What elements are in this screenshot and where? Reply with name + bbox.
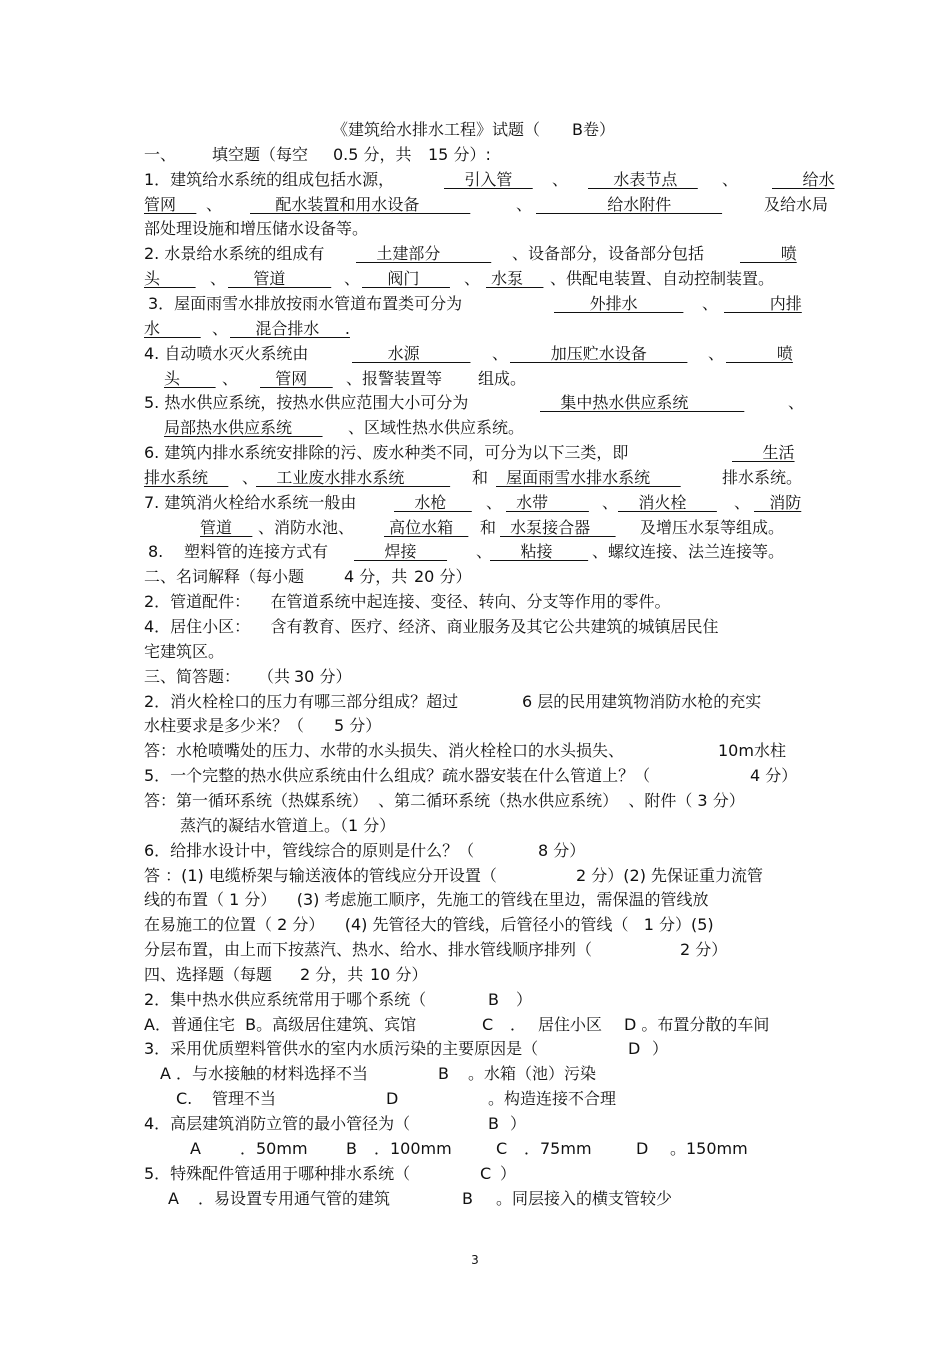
text-segment: A (168, 1189, 179, 1208)
text-segment: 5. 热水供应系统，按热水供应范围大小可分为 (144, 393, 469, 412)
answer-blank: 水 (144, 319, 201, 338)
answer-blank: 喷 (740, 244, 797, 263)
answer-blank: 配水装置和用水设备 (250, 195, 471, 214)
text-segment: 。150mm (670, 1139, 748, 1158)
text-line (0, 1162, 950, 1186)
text-segment: 10 分） (370, 965, 428, 984)
text-segment: 1．建筑给水系统的组成包括水源， (144, 170, 395, 189)
text-segment: B卷） (572, 120, 615, 139)
text-segment: 和 (472, 468, 489, 487)
answer-blank: 加压贮水设备 (510, 344, 688, 363)
text-segment: 及增压水泵等组成。 (640, 518, 785, 537)
text-line (0, 391, 950, 415)
text-segment: 蒸汽的凝结水管道上。（1 分） (180, 816, 396, 835)
text-segment: ） (516, 990, 533, 1009)
text-segment: 2．消火栓栓口的压力有哪三部分组成？超过 (144, 692, 459, 711)
text-segment: 分层布置，由上而下按蒸汽、热水、给水、排水管线顺序排列（ (144, 940, 593, 959)
text-segment: 答：第一循环系统（热媒系统） 、第二循环系统（热水供应系统） 、附件（ 3 分） (144, 791, 745, 810)
text-segment: ．易设置专用通气管的建筑 (198, 1189, 391, 1208)
text-segment: 3．采用优质塑料管供水的室内水质污染的主要原因是（ (144, 1039, 539, 1058)
text-segment: 在易施工的位置（ 2 分） (4) 先管径大的管线，后管径小的管线（ 1 分）(5) (144, 915, 714, 934)
text-segment: 、 (722, 170, 739, 189)
text-segment: C. (176, 1089, 193, 1108)
text-segment: 《建筑给水排水工程》试题（ (332, 120, 541, 139)
text-segment: 7. 建筑消火栓给水系统一般由 (144, 493, 357, 512)
text-segment: 6．给排水设计中，管线综合的原则是什么？（ (144, 841, 475, 860)
text-segment: 排水系统。 (722, 468, 803, 487)
answer-blank: 管道 (200, 518, 253, 537)
text-line (0, 888, 950, 912)
answer-blank: 消防 (754, 493, 802, 512)
text-line (0, 615, 950, 639)
answer-blank: 管道 (228, 269, 332, 288)
text-segment: 15 分）: (428, 145, 491, 164)
text-segment: 、 (516, 195, 533, 214)
text-segment: 2．集中热水供应系统常用于哪个系统（ (144, 990, 427, 1009)
text-segment: 答 ：(1) 电缆桥架与输送液体的管线应分开设置（ (144, 866, 497, 885)
text-line (0, 665, 950, 689)
answer-blank: 屋面雨雪水排水系统 (496, 468, 681, 487)
text-line (0, 864, 950, 888)
text-line (0, 367, 950, 391)
answer-blank: 水泵 (486, 269, 544, 288)
text-segment: 、 (788, 393, 805, 412)
text-segment: B (346, 1139, 357, 1158)
text-segment: （共 (258, 667, 291, 686)
text-segment: 组成。 (478, 369, 527, 388)
answer-blank: 水泵接合器 (500, 518, 616, 537)
text-segment: 2 分） (680, 940, 728, 959)
text-line (0, 988, 950, 1012)
text-line (0, 342, 950, 366)
text-segment: 四、选择题（每题 (144, 965, 273, 984)
page-title (0, 118, 950, 142)
text-segment: 三、简答题： (144, 667, 241, 686)
text-line (0, 1187, 950, 1211)
answer-blank: 焊接 (354, 542, 448, 561)
answer-blank: 消火栓 (618, 493, 717, 512)
text-segment: 居住小区 (538, 1015, 603, 1034)
answer-blank: 给水附件 (536, 195, 723, 214)
text-segment: ．75mm (524, 1139, 592, 1158)
text-segment: 、 (734, 493, 751, 512)
text-line (0, 143, 950, 167)
text-segment: 20 分） (414, 567, 472, 586)
text-line (0, 466, 950, 490)
text-segment: 4 分，共 (344, 567, 408, 586)
text-segment: 、报警装置等 (346, 369, 443, 388)
text-segment: 、 (210, 269, 227, 288)
text-line (0, 590, 950, 614)
text-line (0, 441, 950, 465)
text-segment: 8 分） (538, 841, 586, 860)
text-segment: ．100mm (374, 1139, 452, 1158)
text-line (0, 938, 950, 962)
text-line (0, 1062, 950, 1086)
text-segment: 、 (212, 319, 229, 338)
text-line (0, 491, 950, 515)
text-segment: 、 (344, 269, 361, 288)
text-segment: 、供配电装置、自动控制装置。 (550, 269, 775, 288)
text-segment: B (488, 990, 499, 1009)
text-segment: 2 分，共 (300, 965, 364, 984)
text-segment: 、区域性热水供应系统。 (348, 418, 525, 437)
text-line (0, 1112, 950, 1136)
answer-blank: 外排水 (554, 294, 684, 313)
text-segment: 4. 自动喷水灭火系统由 (144, 344, 309, 363)
text-segment: 、 (552, 170, 569, 189)
text-segment: 4．居住小区： 含有教育、医疗、经济、商业服务及其它公共建筑的城镇居民住 (144, 617, 719, 636)
answer-blank: 引入管 (444, 170, 533, 189)
answer-blank: 水源 (352, 344, 471, 363)
text-segment: ．50mm (240, 1139, 308, 1158)
answer-blank: 阀门 (362, 269, 450, 288)
answer-blank: 混合排水 . (230, 319, 350, 338)
text-segment: 、设备部分，设备部分包括 (512, 244, 705, 263)
answer-blank: 工业废水排水系统 (256, 468, 451, 487)
answer-blank: 局部热水供应系统 (164, 418, 323, 437)
answer-blank: 头 (144, 269, 196, 288)
answer-blank: 给水 (772, 170, 835, 189)
text-segment: 、 (708, 344, 725, 363)
text-segment: 3．屋面雨雪水排放按雨水管道布置类可分为 (148, 294, 463, 313)
page-number: 3 (471, 1253, 479, 1267)
text-segment: 、 (476, 542, 493, 561)
text-segment: C (482, 1015, 494, 1034)
text-segment: 部处理设施和增压储水设备等。 (144, 219, 369, 238)
text-segment: 8. (148, 542, 164, 561)
answer-blank: 粘接 (490, 542, 589, 561)
text-segment: 0.5 分，共 (333, 145, 412, 164)
text-segment: 。同层接入的横支管较少 (496, 1189, 673, 1208)
text-segment: ． (510, 1015, 527, 1034)
text-segment: 、 (206, 195, 223, 214)
text-line (0, 640, 950, 664)
text-line (0, 839, 950, 863)
text-segment: 管理不当 (212, 1089, 277, 1108)
text-segment: 、螺纹连接、法兰连接等。 (592, 542, 785, 561)
text-segment: 一、 (144, 145, 177, 164)
text-segment: 5．一个完整的热水供应系统由什么组成？疏水器安装在什么管道上？（ (144, 766, 651, 785)
answer-blank: 管网 (144, 195, 197, 214)
answer-blank: 头 (164, 369, 216, 388)
text-line (0, 1137, 950, 1161)
text-segment: 2 分）(2) 先保证重力流管 (576, 866, 764, 885)
text-line (0, 317, 950, 341)
answer-blank: 排水系统 (144, 468, 229, 487)
text-segment: 塑料管的连接方式有 (184, 542, 329, 561)
text-segment: ） (510, 1114, 527, 1133)
answer-blank: 生活 (732, 443, 795, 462)
text-line (0, 789, 950, 813)
text-segment: D 。布置分散的车间 (624, 1015, 770, 1034)
text-segment: ） (500, 1164, 517, 1183)
text-line (0, 168, 950, 192)
text-segment: ） (652, 1039, 669, 1058)
text-segment: 、消防水池、 (258, 518, 355, 537)
answer-blank: 水带 (506, 493, 589, 512)
text-segment: 及给水局 (764, 195, 829, 214)
text-line (0, 217, 950, 241)
text-segment: 。构造连接不合理 (488, 1089, 617, 1108)
answer-blank: 喷 (726, 344, 793, 363)
text-segment: B (438, 1064, 449, 1083)
text-segment: 6. 建筑内排水系统安排除的污、废水种类不同，可分为以下三类，即 (144, 443, 629, 462)
text-segment: 30 分） (294, 667, 352, 686)
text-segment: D (636, 1139, 649, 1158)
text-segment: A (190, 1139, 201, 1158)
text-segment: C (480, 1164, 492, 1183)
text-segment: 。水箱（池）污染 (468, 1064, 597, 1083)
text-segment: A．普通住宅 B。高级居住建筑、宾馆 (144, 1015, 417, 1034)
text-line (0, 739, 950, 763)
text-line (0, 764, 950, 788)
text-line (0, 416, 950, 440)
text-line (0, 516, 950, 540)
text-line (0, 913, 950, 937)
text-segment: 、 (464, 269, 481, 288)
text-segment: D (628, 1039, 641, 1058)
text-line (0, 540, 950, 564)
text-line (0, 1037, 950, 1061)
text-segment: C (496, 1139, 508, 1158)
text-segment: 线的布置（ 1 分） (3) 考虑施工顺序，先施工的管线在里边，需保温的管线放 (144, 890, 709, 909)
text-line (0, 963, 950, 987)
answer-blank: 水枪 (394, 493, 472, 512)
text-line (0, 714, 950, 738)
text-segment: 5 分） (334, 716, 382, 735)
text-segment: 、 (702, 294, 719, 313)
text-segment: 答：水枪喷嘴处的压力、水带的水头损失、消火栓栓口的水头损失、 (144, 741, 625, 760)
text-segment: D (386, 1089, 399, 1108)
text-segment: 二、名词解释（每小题 (144, 567, 305, 586)
text-segment: 4 分） (750, 766, 798, 785)
text-line (0, 690, 950, 714)
text-segment: A ．与水接触的材料选择不当 (160, 1064, 369, 1083)
text-segment: 水柱要求是多少米？（ (144, 716, 305, 735)
answer-blank: 水表节点 (588, 170, 698, 189)
text-segment: 5．特殊配件管适用于哪种排水系统（ (144, 1164, 411, 1183)
text-line (0, 193, 950, 217)
text-segment: B (462, 1189, 473, 1208)
text-segment: 、 (602, 493, 619, 512)
text-line (0, 565, 950, 589)
text-segment: 、 (486, 493, 503, 512)
text-segment: 、 (222, 369, 239, 388)
text-segment: B (488, 1114, 499, 1133)
text-segment: 填空题（每空 (212, 145, 309, 164)
text-segment: 2. 水景给水系统的组成有 (144, 244, 325, 263)
text-segment: 2．管道配件： 在管道系统中起连接、变径、转向、分支等作用的零件。 (144, 592, 671, 611)
text-line (0, 292, 950, 316)
text-line (0, 814, 950, 838)
text-segment: 10m水柱 (718, 741, 786, 760)
text-line (0, 242, 950, 266)
text-segment: 、 (492, 344, 509, 363)
text-segment: 和 (480, 518, 497, 537)
answer-blank: 管网 (260, 369, 333, 388)
answer-blank: 集中热水供应系统 (540, 393, 745, 412)
text-line (0, 1013, 950, 1037)
text-line (0, 1087, 950, 1111)
answer-blank: 土建部分 (356, 244, 492, 263)
text-segment: 4．高层建筑消防立管的最小管径为（ (144, 1114, 411, 1133)
answer-blank: 高位水箱 (384, 518, 469, 537)
text-segment: 宅建筑区。 (144, 642, 225, 661)
answer-blank: 内排 (724, 294, 802, 313)
text-segment: 6 层的民用建筑物消防水枪的充实 (522, 692, 762, 711)
text-line (0, 267, 950, 291)
text-segment: 、 (242, 468, 259, 487)
